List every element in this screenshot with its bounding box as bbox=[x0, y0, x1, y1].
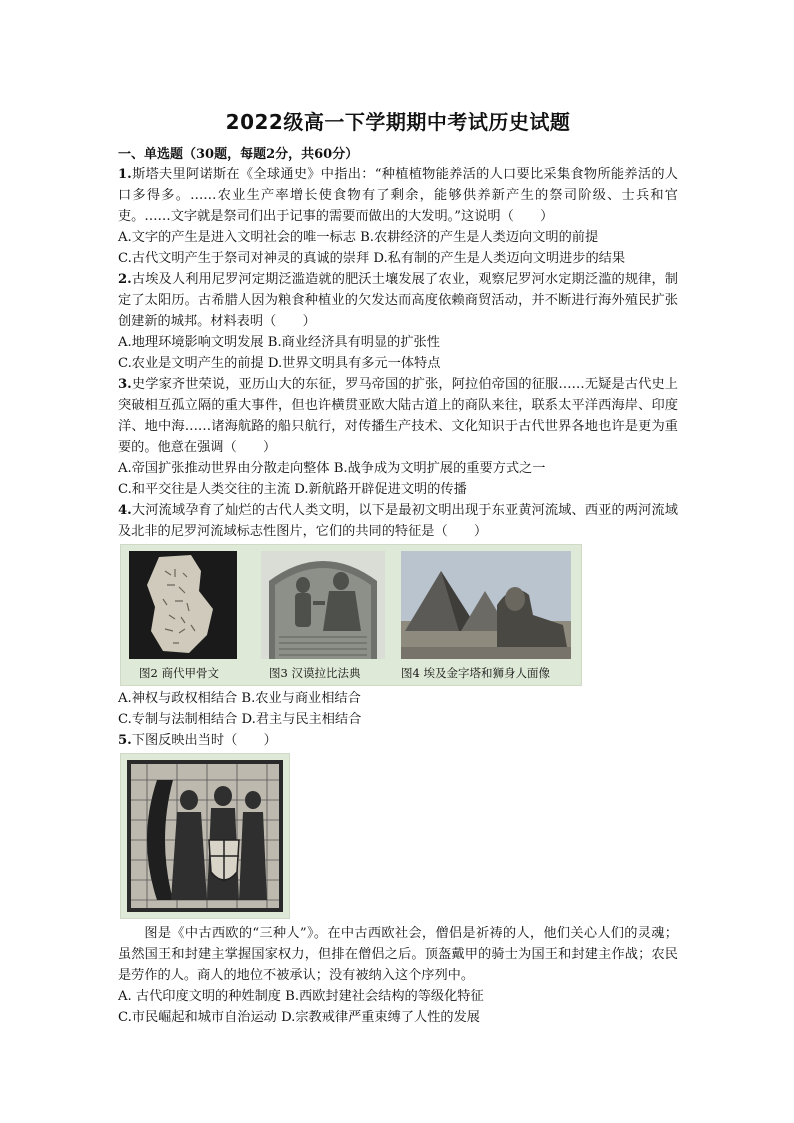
question-5-passage: 图是《中古西欧的“三种人”》。在中古西欧社会，僧侣是祈祷的人，他们关心人们的灵魂；虽然国王和封建主掌握国家权力，但排在僧侣之后。顶盔戴甲的骑士为国王和封建主作战；农民是劳作的人。商人的地位不被承认；没有被纳入这个序列中。 bbox=[118, 926, 678, 983]
question-5 bbox=[118, 730, 678, 751]
question-3 bbox=[118, 374, 678, 458]
question-5-options-ab: A. 古代印度文明的种姓制度 B.西欧封建社会结构的等级化特征 bbox=[118, 989, 484, 1004]
question-3-options-cd: C.和平交往是人类交往的主流 D.新航路开辟促进文明的传播 bbox=[118, 482, 467, 497]
hammurabi-code-image bbox=[261, 551, 385, 659]
figure-caption-oracle-bone: 图2 商代甲骨文 bbox=[139, 666, 219, 680]
question-stem: 史学家齐世荣说，亚历山大的东征，罗马帝国的扩张，阿拉伯帝国的征服……无疑是古代史上突破相互孤立隔的重大事件，但也许横贯亚欧大陆古道上的商队来往，联系太平洋西海岸、印度洋、地中海……诸海航路的船只航行，对传播生产技术、文化知识于古代世界各地也许是更为重要的。他意在强调（ ） bbox=[118, 377, 678, 455]
question-stem: 斯塔夫里阿诺斯在《全球通史》中指出：“种植植物能养活的人口要比采集食物所能养活的人口多得多。……农业生产率增长使食物有了剩余，能够供养新产生的祭司阶级、士兵和官吏。……文字就是祭司们出于记事的需要而做出的大发明。”这说明（ ） bbox=[118, 167, 678, 224]
pyramid-sphinx-image bbox=[401, 551, 571, 659]
question-1-options-ab: A.文字的产生是进入文明社会的唯一标志 B.农耕经济的产生是人类迈向文明的前提 bbox=[118, 230, 599, 245]
figure-caption-pyramid: 图4 埃及金字塔和狮身人面像 bbox=[401, 666, 550, 680]
question-number: 5. bbox=[118, 733, 132, 748]
question-stem: 下图反映出当时（ ） bbox=[131, 733, 277, 748]
exam-title: 2022级高一下学期期中考试历史试题 bbox=[225, 110, 571, 134]
question-3-options-ab: A.帝国扩张推动世界由分散走向整体 B.战争成为文明扩展的重要方式之一 bbox=[118, 461, 546, 476]
question-stem: 大河流域孕育了灿烂的古代人类文明，以下是最初文明出现于东亚黄河流域、西亚的两河流域及北非的尼罗河流域标志性图片，它们的共同的特征是（ ） bbox=[118, 503, 678, 539]
question-4-figure bbox=[120, 544, 582, 686]
question-2 bbox=[118, 269, 678, 332]
question-5-options-cd: C.市民崛起和城市自治运动 D.宗教戒律严重束缚了人性的发展 bbox=[118, 1010, 480, 1025]
question-2-options-ab: A.地理环境影响文明发展 B.商业经济具有明显的扩张性 bbox=[118, 335, 440, 350]
question-4 bbox=[118, 500, 678, 542]
question-2-options-cd: C.农业是文明产生的前提 D.世界文明具有多元一体特点 bbox=[118, 356, 441, 371]
exam-page bbox=[118, 100, 678, 1028]
question-4-options-cd: C.专制与法制相结合 D.君主与民主相结合 bbox=[118, 712, 362, 727]
three-estates-image bbox=[127, 760, 283, 912]
question-4-options-ab: A.神权与政权相结合 B.农业与商业相结合 bbox=[118, 691, 361, 706]
question-1-options-cd: C.古代文明产生于祭司对神灵的真诚的崇拜 D.私有制的产生是人类迈向文明进步的结果 bbox=[118, 251, 626, 266]
question-stem: 古埃及人利用尼罗河定期泛滥造就的肥沃土壤发展了农业，观察尼罗河水定期泛滥的规律，制定了太阳历。古希腊人因为粮食种植业的欠发达而高度依赖商贸活动，并不断进行海外殖民扩张创建新的城邦。材料表明（ ） bbox=[118, 272, 678, 329]
question-number: 4. bbox=[118, 503, 132, 518]
question-5-figure bbox=[120, 753, 290, 919]
oracle-bone-image bbox=[129, 551, 237, 659]
question-1 bbox=[118, 164, 678, 227]
question-number: 2. bbox=[118, 272, 132, 287]
question-number: 1. bbox=[118, 167, 132, 182]
figure-caption-hammurabi: 图3 汉谟拉比法典 bbox=[269, 666, 361, 680]
section-heading: 一、单选题（30题，每题2分，共60分） bbox=[118, 147, 359, 162]
question-number: 3. bbox=[118, 377, 132, 392]
